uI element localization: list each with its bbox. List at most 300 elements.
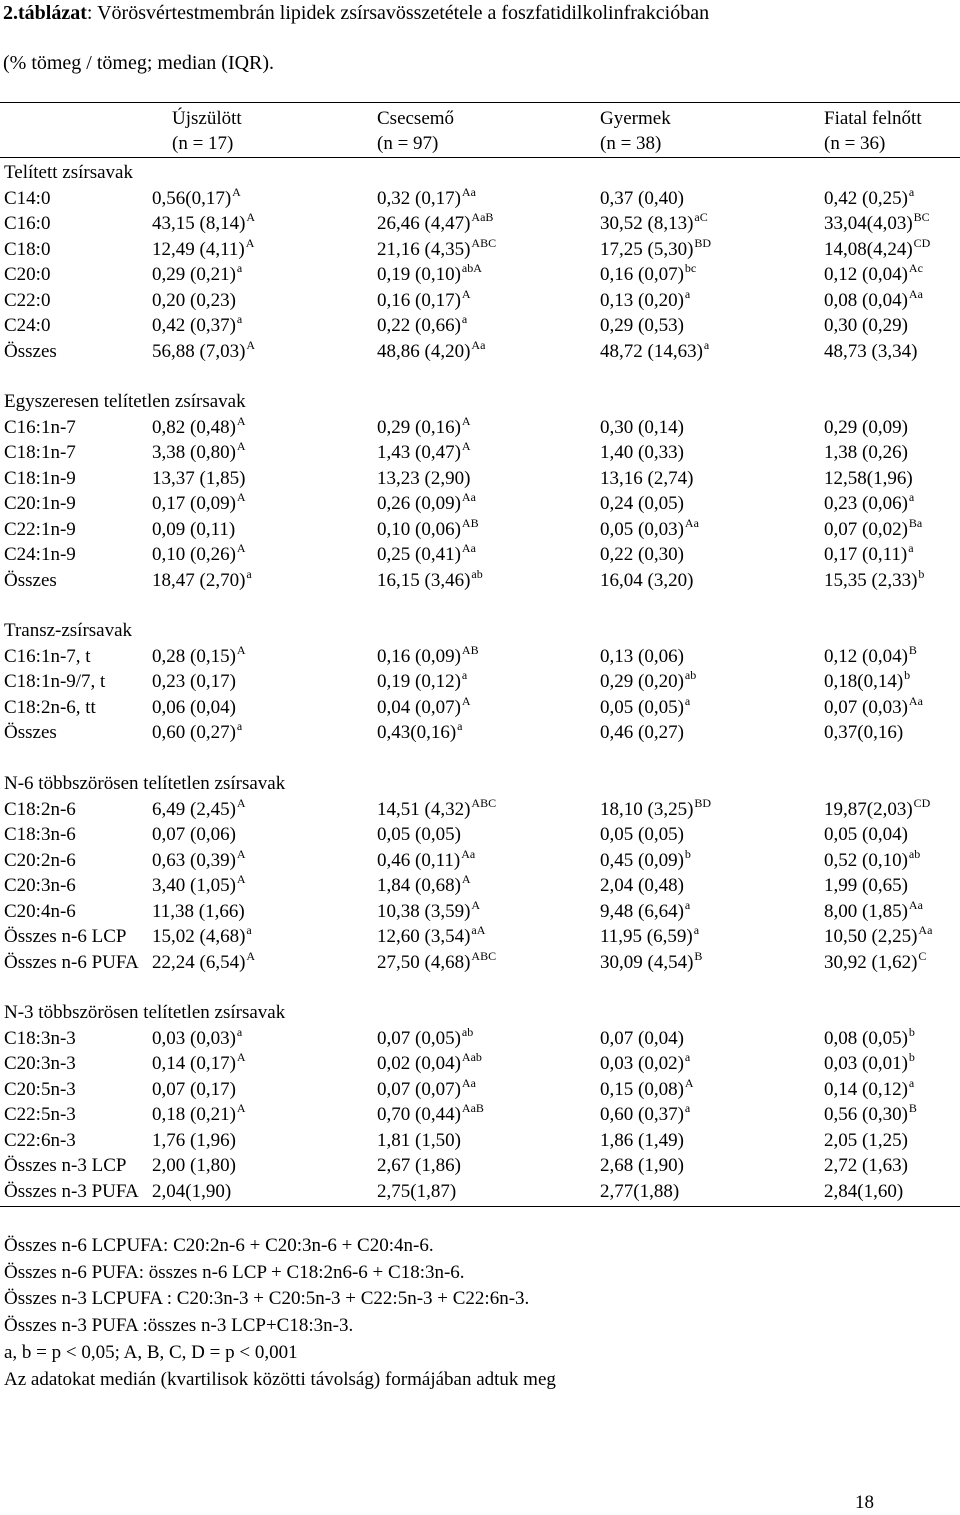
cell-value: 14,51 (4,32) [377, 798, 471, 820]
cell-value: 0,29 (0,21) [152, 264, 236, 285]
value-cell [152, 415, 246, 442]
column-n: (n = 38) [600, 133, 662, 154]
cell-value: 14,08(4,24) [824, 238, 913, 260]
value-cell [152, 313, 242, 340]
cell-value: 0,30 (0,14) [600, 416, 684, 438]
cell-value: 0,18(0,14) [824, 671, 904, 692]
cell-value: 0,03 (0,02) [600, 1053, 684, 1074]
significance-superscript: b [908, 1024, 915, 1039]
significance-superscript: A [236, 642, 246, 657]
cell-value: 11,38 (1,66) [152, 900, 245, 922]
cell-value: 6,49 (2,45) [152, 798, 236, 820]
significance-superscript: AB [461, 515, 479, 530]
cell-value: 1,99 (0,65) [824, 875, 908, 896]
cell-value: 21,16 (4,35) [377, 238, 471, 260]
significance-superscript: a [908, 184, 915, 199]
cell-value: 0,14 (0,17) [152, 1053, 236, 1074]
value-cell [152, 186, 241, 213]
significance-superscript: A [471, 897, 481, 912]
cell-value: 0,56 (0,30) [824, 1104, 908, 1125]
header-rule [0, 157, 960, 158]
row-label: C22:5n-3 [4, 1104, 76, 1125]
cell-value: 2,84(1,60) [824, 1180, 904, 1202]
significance-superscript: b [908, 1050, 915, 1064]
value-cell [600, 466, 693, 491]
value-cell [824, 695, 923, 722]
value-cell [377, 313, 467, 340]
significance-superscript: Aab [461, 1050, 482, 1064]
significance-superscript: a [684, 897, 691, 912]
value-cell [152, 440, 246, 467]
value-cell [377, 440, 471, 467]
cell-value: 0,10 (0,26) [152, 544, 236, 565]
value-cell [600, 440, 684, 465]
value-cell [377, 1179, 456, 1204]
footnote: Összes n-3 LCPUFA : C20:3n-3 + C20:5n-3 + C22:5n-3 + C22:6n-3. [4, 1288, 530, 1310]
cell-value: 22,24 (6,54) [152, 951, 246, 973]
significance-superscript: a [236, 719, 243, 733]
column-n: (n = 36) [824, 133, 886, 154]
cell-value: 0,13 (0,20) [600, 289, 684, 311]
significance-superscript: ABC [471, 235, 497, 250]
bottom-rule [0, 1206, 960, 1207]
value-cell [600, 924, 699, 951]
value-cell [152, 669, 236, 694]
value-cell [600, 1026, 684, 1051]
value-cell [152, 797, 246, 824]
value-cell [152, 924, 252, 951]
cell-value: 3,38 (0,80) [152, 442, 236, 463]
cell-value: 2,67 (1,86) [377, 1155, 461, 1176]
cell-value: 3,40 (1,05) [152, 875, 236, 896]
value-cell [377, 950, 496, 977]
value-cell [152, 237, 254, 264]
cell-value: 1,81 (1,50) [377, 1129, 461, 1151]
value-cell [600, 568, 693, 593]
top-rule [0, 102, 960, 103]
cell-value: 0,16 (0,09) [377, 645, 461, 667]
significance-superscript: aA [471, 923, 486, 937]
cell-value: 2,04(1,90) [152, 1180, 232, 1202]
value-cell [600, 1128, 684, 1153]
significance-superscript: b [918, 566, 925, 581]
significance-superscript: A [245, 235, 255, 250]
value-cell [824, 950, 926, 977]
value-cell [600, 262, 696, 289]
cell-value: 48,86 (4,20) [377, 340, 471, 362]
cell-value: 0,02 (0,04) [377, 1053, 461, 1074]
footnote: a, b = p < 0,05; A, B, C, D = p < 0,001 [4, 1341, 298, 1363]
cell-value: 0,29 (0,09) [824, 416, 908, 438]
cell-value: 0,06 (0,04) [152, 696, 236, 718]
page-number: 18 [855, 1492, 874, 1513]
significance-superscript: BC [913, 210, 930, 224]
cell-value: 0,12 (0,04) [824, 264, 908, 285]
significance-superscript: A [236, 413, 246, 428]
section-title: N-6 többszörösen telítetlen zsírsavak [4, 773, 286, 794]
cell-value: 0,09 (0,11) [152, 518, 236, 540]
significance-superscript: AaB [471, 210, 494, 224]
value-cell [824, 542, 914, 569]
cell-value: 0,16 (0,07) [600, 264, 684, 285]
value-cell [377, 1102, 484, 1129]
value-cell [152, 211, 255, 238]
value-cell [377, 899, 480, 926]
significance-superscript: A [246, 948, 256, 963]
significance-superscript: Aa [918, 923, 933, 937]
column-name: Újszülött [172, 108, 242, 129]
cell-value: 0,12 (0,04) [824, 645, 908, 667]
value-cell [824, 1026, 915, 1053]
value-cell [824, 644, 917, 671]
significance-superscript: Aa [461, 541, 476, 555]
cell-value: 0,52 (0,10) [824, 849, 908, 871]
cell-value: 2,00 (1,80) [152, 1155, 236, 1176]
significance-superscript: a [684, 693, 691, 708]
row-label: Összes n-3 LCP [4, 1155, 127, 1176]
significance-superscript: Aa [908, 286, 923, 301]
value-cell [377, 1051, 482, 1078]
row-label: C18:1n-9 [4, 467, 76, 489]
value-cell [377, 669, 467, 696]
value-cell [152, 466, 245, 491]
significance-superscript: AB [461, 642, 479, 657]
value-cell [600, 288, 690, 315]
significance-superscript: A [684, 1075, 694, 1090]
significance-superscript: C [918, 948, 927, 963]
value-cell [152, 720, 242, 747]
row-label: C18:1n-7 [4, 442, 76, 463]
value-cell [152, 644, 246, 671]
cell-value: 0,17 (0,11) [824, 544, 908, 565]
cell-value: 12,58(1,96) [824, 467, 913, 489]
footnote: Összes n-6 PUFA: összes n-6 LCP + C18:2n6-6 + C18:3n-6. [4, 1261, 465, 1283]
cell-value: 0,24 (0,05) [600, 493, 684, 514]
row-label: C20:4n-6 [4, 900, 76, 922]
cell-value: 15,35 (2,33) [824, 569, 918, 591]
value-cell [600, 1153, 684, 1178]
value-cell [824, 899, 923, 926]
value-cell [600, 491, 684, 516]
value-cell [152, 288, 236, 313]
value-cell [377, 644, 479, 671]
significance-superscript: ABC [471, 795, 497, 810]
value-cell [377, 848, 475, 875]
cell-value: 0,08 (0,05) [824, 1027, 908, 1049]
value-cell [600, 1077, 694, 1104]
row-label: C16:0 [4, 213, 51, 234]
value-cell [377, 491, 476, 518]
value-cell [824, 415, 908, 440]
cell-value: 30,09 (4,54) [600, 951, 694, 973]
value-cell [152, 873, 246, 900]
value-cell [824, 440, 908, 465]
cell-value: 27,50 (4,68) [377, 951, 471, 973]
significance-superscript: bc [684, 261, 697, 275]
value-cell [600, 1179, 679, 1204]
cell-value: 1,40 (0,33) [600, 442, 684, 463]
significance-superscript: A [236, 1101, 246, 1115]
cell-value: 0,07 (0,04) [600, 1027, 684, 1049]
row-label: C22:1n-9 [4, 518, 76, 540]
significance-superscript: a [246, 566, 252, 581]
table-subtitle: (% tömeg / tömeg; median (IQR). [3, 52, 275, 74]
significance-superscript: Aa [461, 846, 476, 861]
value-cell [377, 720, 462, 747]
column-name: Gyermek [600, 108, 671, 129]
cell-value: 1,84 (0,68) [377, 875, 461, 896]
value-cell [824, 313, 908, 338]
row-label: C24:1n-9 [4, 544, 76, 565]
significance-superscript: Aa [461, 184, 476, 199]
significance-superscript: a [703, 337, 710, 352]
cell-value: 43,15 (8,14) [152, 213, 246, 234]
cell-value: 0,22 (0,30) [600, 544, 684, 565]
significance-superscript: Aa [908, 693, 923, 708]
cell-value: 0,19 (0,12) [377, 671, 461, 692]
row-label: C20:2n-6 [4, 849, 76, 871]
value-cell [377, 415, 471, 442]
row-label: Összes n-6 LCP [4, 926, 127, 947]
significance-superscript: B [908, 642, 917, 657]
cell-value: 16,15 (3,46) [377, 569, 471, 591]
significance-superscript: A [236, 439, 246, 453]
cell-value: 1,43 (0,47) [377, 442, 461, 463]
value-cell [600, 797, 711, 824]
row-label: C18:2n-6, tt [4, 696, 96, 718]
significance-superscript: A [236, 795, 246, 810]
significance-superscript: A [461, 413, 471, 428]
cell-value: 0,07 (0,07) [377, 1078, 461, 1100]
cell-value: 18,47 (2,70) [152, 569, 246, 591]
value-cell [824, 1077, 914, 1104]
value-cell [377, 211, 493, 238]
cell-value: 0,03 (0,03) [152, 1027, 236, 1049]
value-cell [824, 288, 923, 315]
significance-superscript: A [246, 210, 256, 224]
significance-superscript: a [684, 286, 691, 301]
cell-value: 0,23 (0,06) [824, 493, 908, 514]
cell-value: 56,88 (7,03) [152, 340, 246, 362]
row-label: Összes [4, 569, 57, 591]
significance-superscript: Ac [908, 261, 923, 275]
cell-value: 0,43(0,16) [377, 722, 457, 743]
value-cell [377, 542, 476, 569]
significance-superscript: Aa [461, 1075, 476, 1090]
cell-value: 2,05 (1,25) [824, 1129, 908, 1151]
significance-superscript: A [236, 1050, 246, 1064]
value-cell [152, 542, 246, 569]
value-cell [600, 950, 702, 977]
row-label: C14:0 [4, 187, 51, 209]
cell-value: 0,22 (0,66) [377, 315, 461, 336]
cell-value: 0,28 (0,15) [152, 645, 236, 667]
cell-value: 0,13 (0,06) [600, 645, 684, 667]
significance-superscript: BD [694, 795, 712, 810]
row-label: C16:1n-7, t [4, 645, 91, 667]
value-cell [377, 186, 476, 213]
significance-superscript: A [232, 184, 241, 199]
row-label: Összes [4, 340, 57, 362]
significance-superscript: a [236, 261, 243, 275]
value-cell [824, 211, 930, 238]
significance-superscript: CD [913, 235, 931, 250]
significance-superscript: a [908, 541, 914, 555]
cell-value: 1,86 (1,49) [600, 1129, 684, 1151]
column-header-csecsemo [377, 106, 454, 156]
cell-value: 2,68 (1,90) [600, 1155, 684, 1176]
value-cell [824, 466, 913, 491]
cell-value: 0,16 (0,17) [377, 289, 461, 311]
section-title: N-3 többszörösen telítetlen zsírsavak [4, 1002, 286, 1023]
value-cell [600, 186, 684, 211]
section-title: Transz-zsírsavak [4, 620, 133, 641]
cell-value: 0,07 (0,03) [824, 696, 908, 718]
value-cell [600, 339, 709, 366]
cell-value: 13,16 (2,74) [600, 467, 694, 489]
significance-superscript: a [908, 1075, 915, 1090]
value-cell [600, 822, 684, 847]
cell-value: 0,70 (0,44) [377, 1104, 461, 1125]
row-label: C20:3n-6 [4, 875, 76, 896]
value-cell [377, 517, 479, 544]
footnotes [4, 1233, 556, 1393]
value-cell [377, 262, 482, 289]
cell-value: 1,38 (0,26) [824, 442, 908, 463]
value-cell [152, 848, 246, 875]
cell-value: 12,49 (4,11) [152, 238, 245, 260]
cell-value: 0,82 (0,48) [152, 416, 236, 438]
row-label: C20:3n-3 [4, 1053, 76, 1074]
value-cell [600, 1102, 690, 1129]
cell-value: 0,37 (0,40) [600, 187, 684, 209]
value-cell [152, 1179, 231, 1204]
value-cell [824, 186, 914, 213]
row-label: C18:1n-9/7, t [4, 671, 106, 692]
cell-value: 0,04 (0,07) [377, 696, 461, 718]
value-cell [824, 262, 923, 289]
value-cell [377, 873, 471, 900]
value-cell [377, 1153, 461, 1178]
value-cell [600, 542, 684, 567]
cell-value: 33,04(4,03) [824, 213, 913, 234]
cell-value: 48,73 (3,34) [824, 340, 918, 362]
row-label: C20:1n-9 [4, 493, 76, 514]
significance-superscript: a [461, 312, 468, 326]
value-cell [152, 695, 236, 720]
footnote: Összes n-6 LCPUFA: C20:2n-6 + C20:3n-6 + C20:4n-6. [4, 1235, 434, 1256]
value-cell [600, 848, 691, 875]
significance-superscript: ab [471, 566, 483, 581]
cell-value: 17,25 (5,30) [600, 238, 694, 260]
cell-value: 0,32 (0,17) [377, 187, 461, 209]
significance-superscript: A [461, 872, 471, 886]
cell-value: 0,05 (0,05) [600, 824, 684, 845]
cell-value: 0,14 (0,12) [824, 1078, 908, 1100]
value-cell [824, 669, 910, 696]
significance-superscript: b [904, 668, 911, 682]
significance-superscript: a [457, 719, 463, 733]
value-cell [377, 1077, 476, 1104]
cell-value: 0,45 (0,09) [600, 849, 684, 871]
cell-value: 0,29 (0,16) [377, 416, 461, 438]
value-cell [377, 237, 496, 264]
value-cell [600, 899, 690, 926]
value-cell [600, 695, 690, 722]
cell-value: 18,10 (3,25) [600, 798, 694, 820]
row-label: C18:0 [4, 238, 51, 260]
value-cell [152, 339, 255, 366]
row-label: C18:3n-3 [4, 1027, 76, 1049]
value-cell [377, 1128, 461, 1153]
cell-value: 0,37(0,16) [824, 722, 904, 743]
significance-superscript: B [908, 1101, 917, 1115]
significance-superscript: ab [684, 668, 697, 682]
value-cell [152, 950, 255, 977]
value-cell [600, 415, 684, 440]
value-cell [152, 822, 236, 847]
significance-superscript: Aa [461, 490, 476, 504]
cell-value: 2,75(1,87) [377, 1180, 457, 1202]
cell-value: 0,29 (0,53) [600, 315, 684, 336]
value-cell [600, 211, 708, 238]
significance-superscript: A [461, 693, 471, 708]
value-cell [824, 568, 924, 595]
value-cell [824, 1153, 908, 1178]
value-cell [824, 517, 922, 544]
value-cell [377, 1026, 473, 1053]
cell-value: 0,07 (0,17) [152, 1078, 236, 1100]
column-name: Fiatal felnőtt [824, 108, 922, 129]
cell-value: 0,05 (0,05) [377, 824, 461, 845]
value-cell [152, 1077, 236, 1102]
value-cell [824, 924, 932, 951]
value-cell [377, 797, 496, 824]
significance-superscript: ab [461, 1024, 474, 1039]
table-title-text: : Vörösvértestmembrán lipidek zsírsavösszetétele a foszfatidilkolinfrakcióban [86, 2, 710, 24]
significance-superscript: BD [694, 235, 712, 250]
column-header-ujszulott [172, 106, 242, 156]
row-label: C18:2n-6 [4, 798, 76, 820]
cell-value: 15,02 (4,68) [152, 926, 246, 947]
significance-superscript: A [461, 286, 471, 301]
cell-value: 0,10 (0,06) [377, 518, 461, 540]
value-cell [152, 1153, 236, 1178]
row-label: C20:5n-3 [4, 1078, 76, 1100]
value-cell [600, 517, 699, 544]
significance-superscript: A [236, 846, 246, 861]
value-cell [824, 1051, 915, 1078]
cell-value: 0,46 (0,27) [600, 722, 684, 743]
table-title-label: 2.táblázat [3, 2, 87, 24]
cell-value: 9,48 (6,64) [600, 900, 684, 922]
value-cell [377, 924, 485, 951]
value-cell [824, 1128, 908, 1153]
significance-superscript: Aa [471, 337, 486, 352]
cell-value: 0,05 (0,03) [600, 518, 684, 540]
value-cell [152, 517, 235, 542]
significance-superscript: Aa [908, 897, 923, 912]
value-cell [600, 1051, 690, 1078]
value-cell [824, 1102, 917, 1129]
significance-superscript: A [236, 872, 246, 886]
value-cell [824, 848, 920, 875]
cell-value: 0,20 (0,23) [152, 289, 236, 311]
cell-value: 2,72 (1,63) [824, 1155, 908, 1176]
cell-value: 0,19 (0,10) [377, 264, 461, 285]
value-cell [377, 695, 471, 722]
cell-value: 10,50 (2,25) [824, 926, 918, 947]
